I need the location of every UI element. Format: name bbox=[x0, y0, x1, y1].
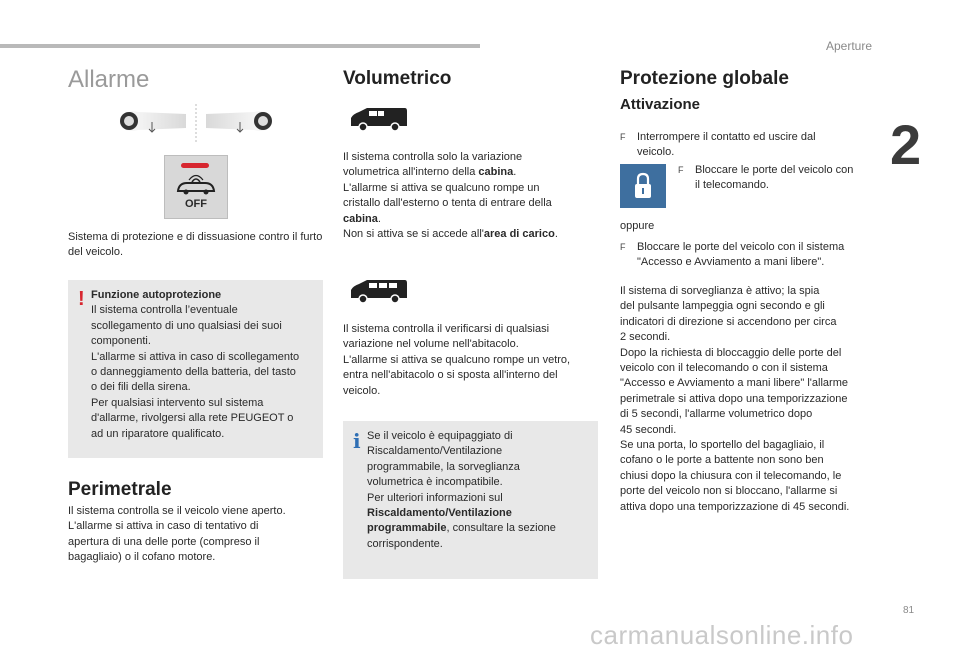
text-line: attiva dopo una temporizzazione di 45 secondi. bbox=[620, 500, 850, 513]
info-line: programmabile, la sorveglianza bbox=[367, 460, 520, 473]
title-volumetrico: Volumetrico bbox=[343, 68, 452, 89]
alarm-led bbox=[181, 163, 209, 168]
text-line: chiusi dopo la chiusura con il telecomando, le bbox=[620, 469, 842, 482]
bullet-line: "Accesso e Avviamento a mani libere". bbox=[637, 256, 825, 269]
text-line: 2 secondi. bbox=[620, 331, 671, 344]
bullet-2 bbox=[678, 163, 882, 195]
text-line: Il sistema controlla il verificarsi di qualsiasi bbox=[343, 323, 550, 335]
text-line: porte del veicolo non si bloccano, l'allarme si bbox=[620, 485, 838, 498]
title-protezione: Protezione globale bbox=[620, 68, 789, 89]
oppure-label: oppure bbox=[620, 220, 655, 232]
warning-line: Il sistema controlla l’eventuale bbox=[91, 304, 238, 317]
bullet-line: il telecomando. bbox=[695, 179, 769, 192]
warning-line: o dei fili della sirena. bbox=[91, 381, 191, 394]
alarm-off-button bbox=[164, 155, 228, 219]
text-line: perimetrale si attiva dopo una temporizzazione bbox=[620, 392, 848, 405]
text-line: indicatori di direzione si accendono per circa bbox=[620, 315, 837, 328]
bullet-1 bbox=[620, 130, 882, 162]
volumetrico-text-1 bbox=[343, 150, 600, 242]
header-bar bbox=[0, 44, 480, 48]
bullet-marker: F bbox=[620, 132, 626, 142]
warning-line: ad un riparatore qualificato. bbox=[91, 427, 225, 440]
warning-box bbox=[68, 280, 323, 458]
bold-span: cabina bbox=[478, 166, 514, 179]
text-line: bagagliaio) o il cofano motore. bbox=[68, 551, 216, 564]
text-line bbox=[343, 212, 600, 227]
text-line bbox=[343, 165, 600, 180]
bullet-line: Interrompere il contatto ed uscire dal bbox=[637, 131, 816, 143]
text-span: , consultare la sezione bbox=[446, 522, 556, 535]
bullet-line: veicolo. bbox=[637, 146, 675, 159]
warning-title: Funzione autoprotezione bbox=[91, 289, 222, 301]
text-line: apertura di una delle porte (compreso il bbox=[68, 535, 260, 548]
page-number: 81 bbox=[903, 605, 915, 616]
info-box bbox=[343, 421, 598, 579]
watermark: carmanualsonline.info bbox=[590, 620, 854, 650]
info-bold-line: Riscaldamento/Ventilazione bbox=[367, 507, 512, 520]
protezione-body bbox=[620, 284, 882, 515]
warning-line: componenti. bbox=[91, 335, 151, 348]
title-allarme: Allarme bbox=[68, 66, 150, 93]
steering-wheel-icon bbox=[116, 100, 276, 144]
bold-span: cabina bbox=[343, 212, 378, 225]
info-icon: i bbox=[353, 429, 361, 453]
info-line bbox=[367, 521, 595, 536]
section-label: Aperture bbox=[826, 39, 873, 53]
text-line: Il sistema controlla se il veicolo viene aperto. bbox=[68, 505, 286, 517]
text-line: "Accesso e Avviamento a mani libere" l'allarme bbox=[620, 377, 848, 390]
text-line: di 5 secondi, l'allarme volumetrico dopo bbox=[620, 408, 813, 421]
bold-span: programmabile bbox=[367, 522, 447, 535]
bullet-3 bbox=[620, 240, 882, 272]
bullet-line: Bloccare le porte del veicolo con bbox=[695, 164, 854, 176]
warning-line: d'allarme, rivolgersi alla rete PEUGEOT o bbox=[91, 412, 294, 425]
text-line: L'allarme si attiva in caso di tentativo di bbox=[68, 520, 259, 533]
bullet-marker: F bbox=[620, 242, 626, 252]
text-line: cristallo dall'esterno o tenta di entrare della bbox=[343, 197, 552, 210]
info-line: Se il veicolo è equipaggiato di bbox=[367, 430, 513, 442]
text-line: cofano o le porte a battente non sono ben bbox=[620, 454, 824, 467]
text-line bbox=[343, 227, 600, 242]
text-line: veicolo. bbox=[343, 384, 381, 397]
text-span: volumetrica all'interno della bbox=[343, 166, 479, 179]
bullet-marker: F bbox=[678, 165, 684, 175]
bullet-line: Bloccare le porte del veicolo con il sistema bbox=[637, 241, 845, 253]
text-line: del pulsante lampeggia ogni secondo e gli bbox=[620, 300, 825, 313]
lock-icon bbox=[633, 172, 653, 200]
text-line: L'allarme si attiva se qualcuno rompe un vetro, bbox=[343, 353, 571, 366]
text-span: Non si attiva se si accede all' bbox=[343, 228, 484, 241]
text-span: . bbox=[513, 166, 517, 179]
text-line: 45 secondi. bbox=[620, 423, 677, 436]
info-line: Per ulteriori informazioni sul bbox=[367, 491, 503, 504]
title-perimetrale: Perimetrale bbox=[68, 479, 172, 500]
text-line: Se una porta, lo sportello del bagagliaio, il bbox=[620, 439, 825, 452]
van-passenger-icon bbox=[349, 278, 409, 304]
info-line: volumetrica è incompatibile. bbox=[367, 476, 503, 489]
allarme-intro: Sistema di protezione e di dissuasione contro il furto del veicolo. bbox=[68, 231, 323, 259]
warning-line: scollegamento di uno qualsiasi dei suoi bbox=[91, 319, 282, 332]
warning-line: Per qualsiasi intervento sul sistema bbox=[91, 396, 264, 409]
text-line: veicolo con il telecomando o con il sistema bbox=[620, 362, 828, 375]
subtitle-attivazione: Attivazione bbox=[620, 96, 701, 113]
info-line: Riscaldamento/Ventilazione bbox=[367, 445, 503, 458]
warning-icon: ! bbox=[78, 288, 85, 310]
text-line: Il sistema controlla solo la variazione bbox=[343, 151, 523, 163]
chapter-number: 2 bbox=[890, 113, 922, 176]
bold-span: area di carico bbox=[483, 228, 555, 241]
perimetrale-text bbox=[68, 504, 326, 566]
text-line: L'allarme si attiva se qualcuno rompe un bbox=[343, 181, 540, 194]
volumetrico-text-2 bbox=[343, 322, 600, 399]
lock-button bbox=[620, 164, 666, 208]
off-label: OFF bbox=[185, 198, 207, 210]
warning-line: L'allarme si attiva in caso di scollegamento bbox=[91, 350, 300, 363]
info-text bbox=[367, 429, 595, 552]
text-line: entra nell'abitacolo o si sposta all'interno del bbox=[343, 369, 558, 382]
info-line: corrispondente. bbox=[367, 537, 443, 550]
warning-line: o danneggiamento della batteria, del tasto bbox=[91, 366, 296, 379]
text-line: Il sistema di sorveglianza è attivo; la spia bbox=[620, 285, 820, 297]
car-alarm-icon bbox=[175, 174, 217, 196]
warning-text bbox=[91, 288, 321, 442]
text-span: . bbox=[377, 212, 381, 225]
text-line: Dopo la richiesta di bloccaggio delle porte del bbox=[620, 346, 842, 359]
text-line: variazione nel volume nell'abitacolo. bbox=[343, 338, 519, 351]
text-span: . bbox=[554, 228, 558, 241]
van-cabin-icon bbox=[349, 106, 409, 132]
